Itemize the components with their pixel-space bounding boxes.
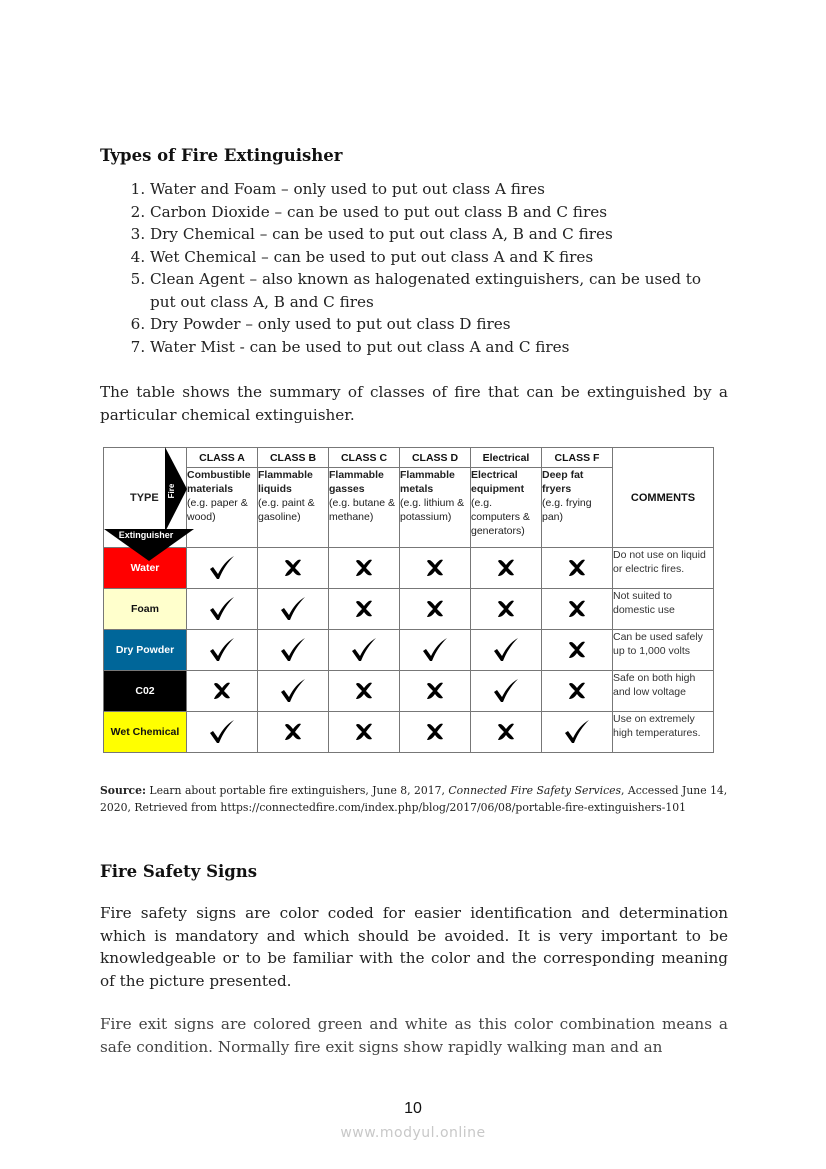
suitability-cell bbox=[258, 589, 329, 630]
source-text-before: Learn about portable fire extinguishers, June 8, 2017, bbox=[145, 784, 449, 797]
extinguisher-type-item: 6. Dry Powder – only used to put out class D fires bbox=[150, 313, 728, 336]
extinguisher-arrow-icon bbox=[104, 529, 194, 561]
table-row bbox=[104, 712, 714, 753]
source-label: Source: bbox=[100, 784, 146, 797]
suitability-cell bbox=[400, 589, 471, 630]
suitability-cell bbox=[187, 712, 258, 753]
check-icon bbox=[493, 682, 519, 699]
extinguisher-type-cell: C02 bbox=[104, 671, 187, 712]
check-icon bbox=[493, 641, 519, 658]
cross-icon bbox=[496, 600, 516, 617]
class-example: (e.g. computers & generators) bbox=[471, 497, 530, 538]
section-title-signs: Fire Safety Signs bbox=[100, 862, 258, 881]
suitability-cell bbox=[187, 671, 258, 712]
suitability-cell bbox=[400, 548, 471, 589]
class-header: CLASS F bbox=[542, 448, 613, 468]
extinguisher-arrow-label: Extinguisher bbox=[118, 530, 174, 540]
class-description bbox=[258, 468, 329, 548]
cross-icon bbox=[354, 559, 374, 576]
class-title: Combustible materials bbox=[187, 469, 251, 496]
suitability-cell bbox=[187, 630, 258, 671]
comment-cell: Do not use on liquid or electric fires. bbox=[613, 548, 714, 589]
extinguisher-type-cell: Wet Chemical bbox=[104, 712, 187, 753]
cross-icon bbox=[283, 559, 303, 576]
comment-cell: Safe on both high and low voltage bbox=[613, 671, 714, 712]
suitability-cell bbox=[258, 548, 329, 589]
suitability-cell bbox=[400, 712, 471, 753]
class-title: Deep fat fryers bbox=[542, 469, 584, 496]
suitability-cell bbox=[329, 548, 400, 589]
comment-cell: Use on extremely high temperatures. bbox=[613, 712, 714, 753]
source-citation bbox=[100, 782, 728, 816]
extinguisher-type-item: 4. Wet Chemical – can be used to put out class A and K fires bbox=[150, 246, 728, 269]
cross-icon bbox=[425, 723, 445, 740]
section-title-types: Types of Fire Extinguisher bbox=[100, 146, 343, 165]
fire-arrow-icon bbox=[165, 447, 187, 532]
class-description bbox=[471, 468, 542, 548]
extinguisher-type-item: 2. Carbon Dioxide – can be used to put out class B and C fires bbox=[150, 201, 728, 224]
cross-icon bbox=[354, 723, 374, 740]
check-icon bbox=[422, 641, 448, 658]
suitability-cell bbox=[471, 712, 542, 753]
extinguisher-type-item: 7. Water Mist - can be used to put out class A and C fires bbox=[150, 336, 728, 359]
page-number: 10 bbox=[404, 1100, 422, 1117]
suitability-cell bbox=[542, 712, 613, 753]
cross-icon bbox=[283, 723, 303, 740]
type-label: TYPE bbox=[130, 492, 159, 504]
cross-icon bbox=[567, 559, 587, 576]
table-row bbox=[104, 671, 714, 712]
suitability-cell bbox=[329, 712, 400, 753]
class-header: CLASS D bbox=[400, 448, 471, 468]
class-header: CLASS C bbox=[329, 448, 400, 468]
cross-icon bbox=[567, 600, 587, 617]
suitability-cell bbox=[542, 671, 613, 712]
class-example: (e.g. frying pan) bbox=[542, 497, 592, 524]
check-icon bbox=[209, 559, 235, 576]
table-row bbox=[104, 548, 714, 589]
extinguisher-type-cell: Foam bbox=[104, 589, 187, 630]
cross-icon bbox=[567, 641, 587, 658]
suitability-cell bbox=[258, 712, 329, 753]
table-row bbox=[104, 589, 714, 630]
check-icon bbox=[209, 641, 235, 658]
source-publisher: Connected Fire Safety Services bbox=[448, 784, 622, 797]
cross-icon bbox=[496, 559, 516, 576]
extinguisher-type-item: 5. Clean Agent – also known as halogenated extinguishers, can be used to put out class A, B and C fires bbox=[150, 268, 728, 313]
class-example: (e.g. lithium & potassium) bbox=[400, 497, 465, 524]
cross-icon bbox=[567, 682, 587, 699]
source-text-after: , Accessed June 14, 2020, Retrieved from https://connectedfire.com/index.php/blog/2017/06/08/portable-fire-extinguishers-101 bbox=[100, 784, 728, 814]
watermark: www.modyul.online bbox=[340, 1125, 486, 1141]
check-icon bbox=[564, 723, 590, 740]
class-title: Flammable metals bbox=[400, 469, 455, 496]
cross-icon bbox=[425, 600, 445, 617]
table-intro-paragraph: The table shows the summary of classes of fire that can be extinguished by a particular chemical extinguisher. bbox=[100, 383, 728, 424]
suitability-cell bbox=[258, 630, 329, 671]
cross-icon bbox=[496, 723, 516, 740]
suitability-cell bbox=[329, 630, 400, 671]
comments-header: COMMENTS bbox=[613, 448, 714, 548]
suitability-cell bbox=[471, 671, 542, 712]
check-icon bbox=[209, 723, 235, 740]
fire-arrow-label: Fire bbox=[167, 483, 176, 499]
class-header: CLASS B bbox=[258, 448, 329, 468]
suitability-cell bbox=[400, 630, 471, 671]
class-title: Flammable liquids bbox=[258, 469, 313, 496]
suitability-cell bbox=[329, 671, 400, 712]
check-icon bbox=[280, 682, 306, 699]
suitability-cell bbox=[542, 630, 613, 671]
suitability-cell bbox=[542, 548, 613, 589]
extinguisher-type-cell: Dry Powder bbox=[104, 630, 187, 671]
suitability-cell bbox=[471, 630, 542, 671]
comment-cell: Not suited to domestic use bbox=[613, 589, 714, 630]
suitability-cell bbox=[400, 671, 471, 712]
check-icon bbox=[280, 641, 306, 658]
extinguisher-type-item: 1. Water and Foam – only used to put out class A fires bbox=[150, 178, 728, 201]
signs-paragraph-2: Fire exit signs are colored green and white as this color combination means a safe condition. Normally fire exit signs show rapidly walking man and an bbox=[100, 1015, 728, 1056]
extinguisher-type-cell: Water bbox=[104, 548, 187, 589]
suitability-cell bbox=[542, 589, 613, 630]
check-icon bbox=[351, 641, 377, 658]
suitability-cell bbox=[329, 589, 400, 630]
cross-icon bbox=[354, 682, 374, 699]
signs-paragraph-1: Fire safety signs are color coded for easier identification and determination which is mandatory and which should be avoided. It is very important to be knowledgeable or to be familiar with the color and the corresponding meaning of the picture presented. bbox=[100, 904, 728, 990]
class-title: Flammable gasses bbox=[329, 469, 384, 496]
class-title: Electrical equipment bbox=[471, 469, 525, 496]
class-example: (e.g. butane & methane) bbox=[329, 497, 395, 524]
suitability-cell bbox=[187, 548, 258, 589]
suitability-cell bbox=[471, 548, 542, 589]
cross-icon bbox=[425, 559, 445, 576]
class-example: (e.g. paint & gasoline) bbox=[258, 497, 315, 524]
suitability-cell bbox=[471, 589, 542, 630]
cross-icon bbox=[354, 600, 374, 617]
cross-icon bbox=[212, 682, 232, 699]
check-icon bbox=[280, 600, 306, 617]
fire-class-table bbox=[103, 447, 714, 753]
class-header: CLASS A bbox=[187, 448, 258, 468]
extinguisher-type-item: 3. Dry Chemical – can be used to put out class A, B and C fires bbox=[150, 223, 728, 246]
cross-icon bbox=[425, 682, 445, 699]
class-description bbox=[400, 468, 471, 548]
class-description bbox=[187, 468, 258, 548]
class-description bbox=[329, 468, 400, 548]
type-corner-cell bbox=[104, 448, 187, 548]
comment-cell: Can be used safely up to 1,000 volts bbox=[613, 630, 714, 671]
class-description bbox=[542, 468, 613, 548]
table-row bbox=[104, 630, 714, 671]
check-icon bbox=[209, 600, 235, 617]
suitability-cell bbox=[187, 589, 258, 630]
class-header: Electrical bbox=[471, 448, 542, 468]
class-example: (e.g. paper & wood) bbox=[187, 497, 248, 524]
extinguisher-types-list bbox=[100, 178, 728, 358]
suitability-cell bbox=[258, 671, 329, 712]
